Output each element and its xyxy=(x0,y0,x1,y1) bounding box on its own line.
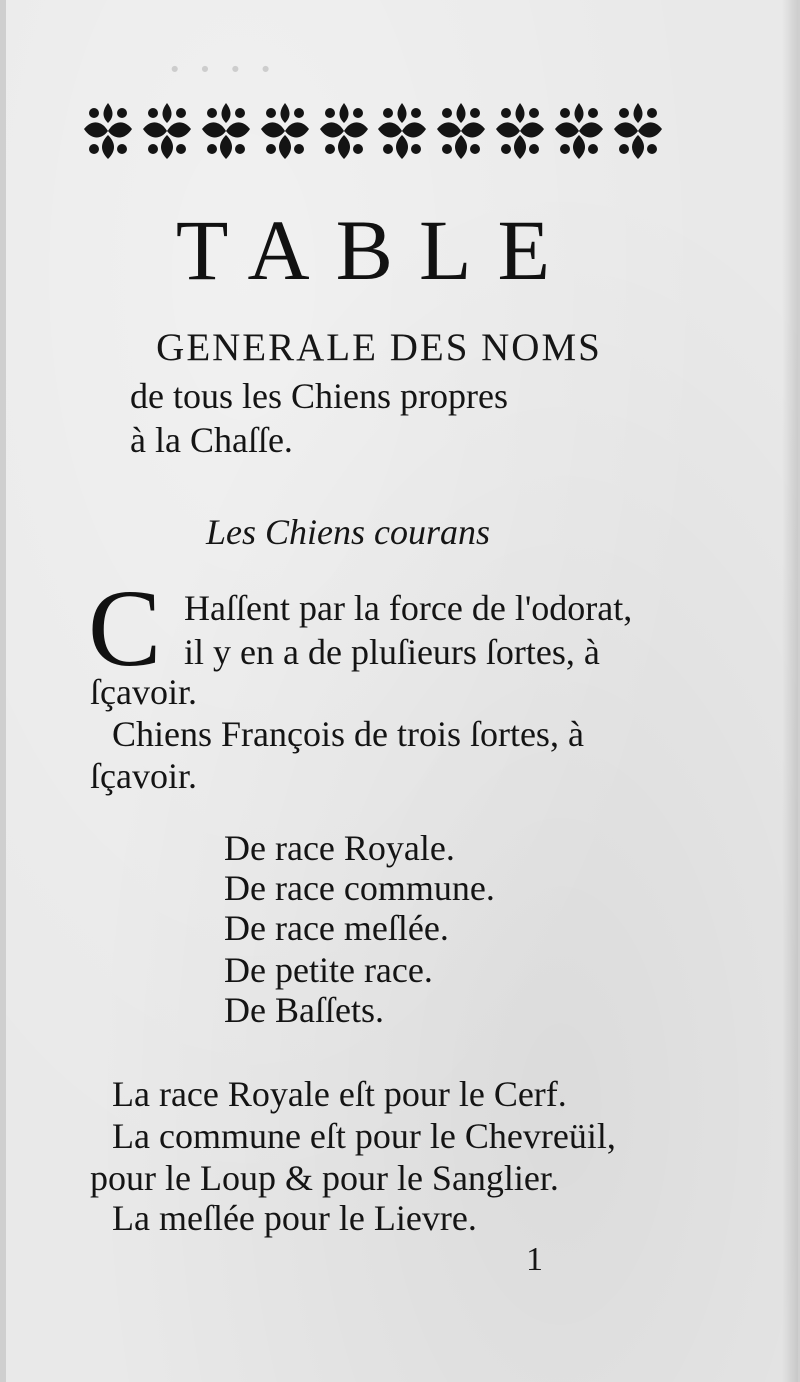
page-subtitle: GENERALE DES NOMS xyxy=(156,326,602,369)
fleuron-ornament-icon xyxy=(198,99,254,163)
fleuron-ornament-icon xyxy=(433,99,489,163)
fleuron-ornament-icon xyxy=(374,99,430,163)
show-through-text: · · · · xyxy=(166,41,275,98)
fleuron-ornament-icon xyxy=(492,99,548,163)
paragraph-line: La meſlée pour le Lievre. xyxy=(112,1198,477,1238)
paragraph-line: il y en a de pluſieurs ſortes, à xyxy=(184,632,600,672)
section-heading: Les Chiens courans xyxy=(206,512,491,552)
paragraph-line: La commune eſt pour le Chevreüil, xyxy=(112,1116,616,1156)
list-item: De Baſſets. xyxy=(224,990,384,1030)
intro-line-1: de tous les Chiens propres xyxy=(130,376,508,416)
paragraph-line: ſçavoir. xyxy=(90,672,197,712)
fleuron-ornament-icon xyxy=(316,99,372,163)
page-title: TABLE xyxy=(175,202,577,298)
book-page xyxy=(6,0,798,1382)
ornament-band xyxy=(80,98,666,164)
paragraph-line: Haſſent par la force de l'odorat, xyxy=(184,588,633,628)
list-item: De race meſlée. xyxy=(224,908,449,948)
fleuron-ornament-icon xyxy=(257,99,313,163)
list-item: De race Royale. xyxy=(224,828,455,868)
drop-cap: C xyxy=(88,567,162,689)
list-item: De petite race. xyxy=(224,950,433,990)
fleuron-ornament-icon xyxy=(551,99,607,163)
page-number: 1 xyxy=(526,1241,543,1278)
fleuron-ornament-icon xyxy=(610,99,666,163)
page-edge-shadow xyxy=(782,0,798,1382)
fleuron-ornament-icon xyxy=(139,99,195,163)
list-item: De race commune. xyxy=(224,868,495,908)
intro-line-2: à la Chaſſe. xyxy=(130,420,293,460)
paragraph-line: pour le Loup & pour le Sanglier. xyxy=(90,1158,559,1198)
paragraph-line: Chiens François de trois ſortes, à xyxy=(112,714,584,754)
paragraph-line: ſçavoir. xyxy=(90,756,197,796)
fleuron-ornament-icon xyxy=(80,99,136,163)
paragraph-line: La race Royale eſt pour le Cerf. xyxy=(112,1074,567,1114)
